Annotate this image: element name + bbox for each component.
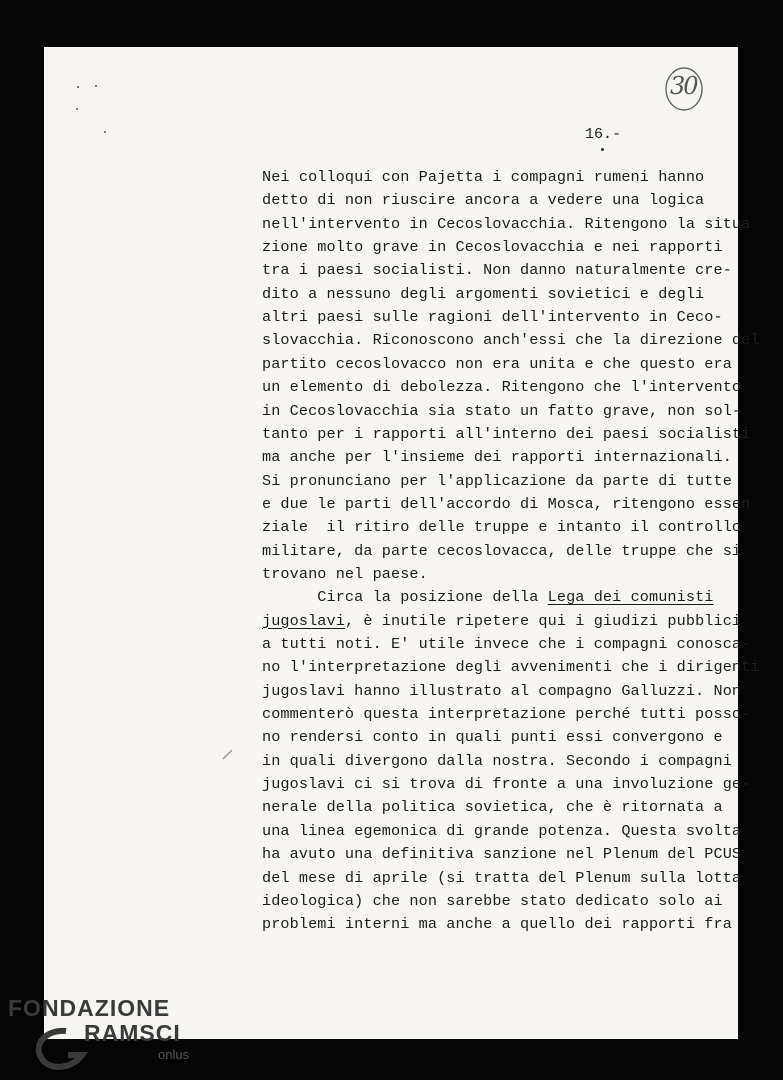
text-line: zione molto grave in Cecoslovacchia e nei rapporti [262,238,723,257]
margin-pencil-mark [222,748,234,760]
underlined-text: Lega dei comunisti [547,588,714,607]
text-line: no l'interpretazione degli avvenimenti che i dirigenti [262,658,760,677]
text-line: ma anche per l'insieme dei rapporti internazionali. [262,448,732,467]
underlined-text: jugoslavi [262,611,345,630]
text-segment: , è inutile ripetere qui i giudizi pubblici [344,611,742,630]
text-line: jugoslavi hanno illustrato al compagno Galluzzi. Non [262,681,742,700]
text-line: ideologica) che non sarebbe stato dedicato solo ai [262,891,723,910]
text-line: ziale il ritiro delle truppe e intanto il controllo [262,518,742,537]
text-line: jugoslavi ci si trova di fronte a una involuzione ge- [262,775,751,794]
text-line: a tutti noti. E' utile invece che i compagni conosca- [262,635,751,653]
text-segment: Circa la posizione della [262,588,548,607]
text-line: partito cecoslovacco non era unita e che questo era [262,354,732,373]
logo-line-2: RAMSCI [84,1020,181,1046]
logo-line-1: FONDAZIONE [8,995,171,1021]
text-line: commenterò questa interpretazione perché tutti posso- [262,705,751,724]
text-line: altri paesi sulle ragioni dell'intervento in Ceco- [262,308,723,327]
text-line: trovano nel paese. [262,564,428,583]
text-line: tanto per i rapporti all'interno dei paesi socialisti [262,424,751,443]
text-line: ha avuto una definitiva sanzione nel Plenum del PCUS [262,845,742,864]
text-line: dito a nessuno degli argomenti sovietici e degli [262,284,705,303]
folio-number: 30 [670,72,697,100]
text-line: no rendersi conto in quali punti essi convergono e [262,728,723,747]
text-line: militare, da parte cecoslovacca, delle truppe che si [262,541,742,560]
text-line: tra i paesi socialisti. Non danno naturalmente cre- [262,261,732,280]
text-line: in Cecoslovacchia sia stato un fatto grave, non sol- [262,401,742,420]
page-number-dot [601,148,604,151]
text-line: Si pronunciano per l'applicazione da parte di tutte [262,471,732,490]
text-line [262,588,714,606]
text-line: in quali divergono dalla nostra. Secondo i compagni [262,751,732,770]
text-line: del mese di aprile (si tratta del Plenum sulla lotta [262,868,742,887]
text-line: un elemento di debolezza. Ritengono che l'intervento [262,378,742,397]
text-line: slovacchia. Riconoscono anch'essi che la direzione del [262,331,760,350]
text-line: nell'intervento in Cecoslovacchia. Ritengono la situa [262,214,751,233]
logo-suffix: onlus [158,1047,190,1062]
text-line [262,612,741,630]
text-line: Nei colloqui con Pajetta i compagni rumeni hanno [262,168,705,186]
text-line: detto di non riuscire ancora a vedere una logica [262,191,705,210]
page-number: 16.- [585,126,622,143]
text-line: e due le parti dell'accordo di Mosca, ritengono essen [262,494,751,513]
text-line: nerale della politica sovietica, che è ritornata a [262,798,723,817]
text-line: una linea egemonica di grande potenza. Questa svolta [262,821,742,840]
text-line: problemi interni ma anche a quello dei rapporti fra [262,915,732,934]
fondazione-gramsci-logo [8,993,198,1079]
